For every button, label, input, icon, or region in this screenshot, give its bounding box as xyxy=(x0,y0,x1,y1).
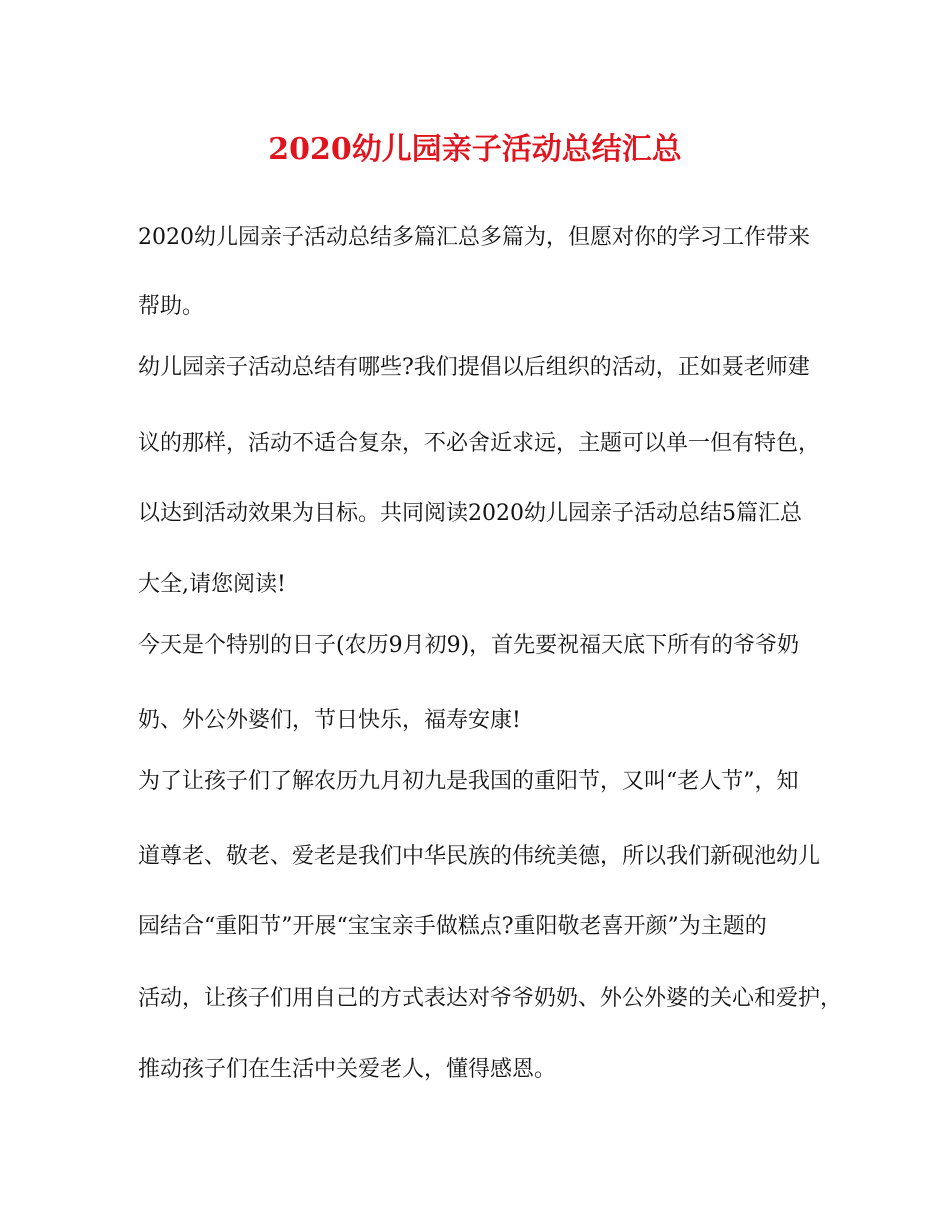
body-line: 幼儿园亲子活动总结有哪些?我们提倡以后组织的活动，正如聂老师建 xyxy=(138,355,810,380)
body-line: 园结合“重阳节”开展“宝宝亲手做糕点?重阳敬老喜开颜”为主题的 xyxy=(138,914,767,939)
body-line: 道尊老、敬老、爱老是我们中华民族的伟统美德，所以我们新砚池幼儿 xyxy=(138,844,821,869)
document-title: 2020幼儿园亲子活动总结汇总 xyxy=(268,132,682,167)
body-line: 帮助。 xyxy=(138,294,205,319)
body-line: 以达到活动效果为目标。共同阅读2020幼儿园亲子活动总结5篇汇总 xyxy=(138,501,802,526)
body-line: 奶、外公外婆们，节日快乐，福寿安康! xyxy=(138,708,521,733)
body-line: 为了让孩子们了解农历九月初九是我国的重阳节，又叫“老人节”，知 xyxy=(138,769,799,794)
body-line: 推动孩子们在生活中关爱老人，懂得感恩。 xyxy=(138,1057,557,1082)
body-line: 今天是个特别的日子(农历9月初9)，首先要祝福天底下所有的爷爷奶 xyxy=(138,633,800,658)
body-line: 活动，让孩子们用自己的方式表达对爷爷奶奶、外公外婆的关心和爱护， xyxy=(138,986,843,1011)
body-line: 2020幼儿园亲子活动总结多篇汇总多篇为，但愿对你的学习工作带来 xyxy=(138,225,810,250)
body-line: 大全,请您阅读! xyxy=(138,572,286,597)
body-line: 议的那样，活动不适合复杂，不必舍近求远，主题可以单一但有特色， xyxy=(138,431,821,456)
